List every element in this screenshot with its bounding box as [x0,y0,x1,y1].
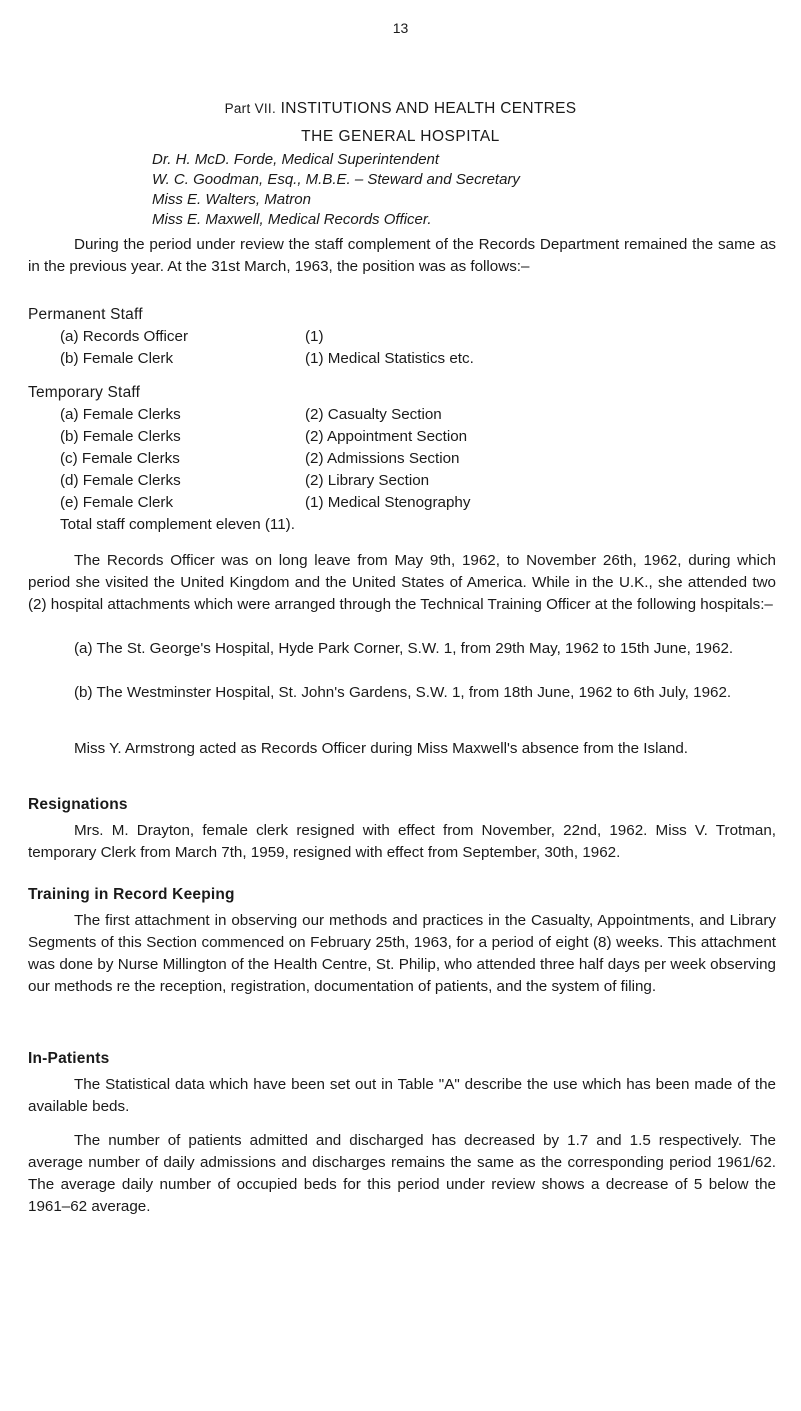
official-matron: Miss E. Walters, Matron [152,191,311,208]
acting-paragraph: Miss Y. Armstrong acted as Records Officer during Miss Maxwell's absence from the Island. [74,740,689,757]
temporary-staff-row-a-left: (a) Female Clerks [60,406,181,423]
permanent-staff-title: Permanent Staff [28,306,143,323]
permanent-staff-row-a-left: (a) Records Officer [60,328,189,345]
part-heading [0,100,801,118]
resignations-paragraph: Mrs. M. Drayton, female clerk resigned with effect from November, 22nd, 1962. Miss V. Trotman, temporary Clerk from March 7th, 1959, resigned with effect from September, 30th, 1962. [28,822,776,861]
part-title: INSTITUTIONS AND HEALTH CENTRES [280,100,577,117]
training-title: Training in Record Keeping [28,886,235,903]
temporary-staff-row-b-right: (2) Appointment Section [305,428,468,445]
official-records-officer: Miss E. Maxwell, Medical Records Officer. [152,211,432,228]
permanent-staff-row-b-right: (1) Medical Statistics etc. [305,350,474,367]
permanent-staff-row-a-right: (1) [305,328,324,345]
temporary-staff-row-b-left: (b) Female Clerks [60,428,181,445]
temporary-staff-row-e-right: (1) Medical Stenography [305,494,471,511]
inpatients-paragraph-1: The Statistical data which have been set out in Table "A" describe the use which has been made of the available beds. [28,1076,776,1115]
temporary-staff-row-c-right: (2) Admissions Section [305,450,460,467]
leave-paragraph: The Records Officer was on long leave from May 9th, 1962, to November 26th, 1962, during which period she visited the United Kingdom and the United States of America. While in the U.K., she attended two (2) hospital attachments which were arranged through the Technical Training Officer at the following hospitals:– [28,552,776,613]
permanent-staff-row-b-left: (b) Female Clerk [60,350,174,367]
training-paragraph: The first attachment in observing our methods and practices in the Casualty, Appointments, and Library Segments of this Section commenced on February 25th, 1963, for a period of eight (8) weeks. This attachment was done by Nurse Millington of the Health Centre, St. Philip, who attended three half days per week observing our methods re the reception, registration, documentation of patients, and the system of filing. [28,912,776,995]
hospital-b-paragraph: (b) The Westminster Hospital, St. John's Gardens, S.W. 1, from 18th June, 1962 to 6th July, 1962. [74,684,732,701]
staff-total: Total staff complement eleven (11). [60,516,295,533]
officials-list [152,150,520,230]
inpatients-title: In-Patients [28,1050,110,1067]
temporary-staff-title: Temporary Staff [28,384,141,401]
page-number: 13 [392,20,409,36]
temporary-staff-row-c-left: (c) Female Clerks [60,450,180,467]
temporary-staff-row-d-left: (d) Female Clerks [60,472,181,489]
section-subtitle: THE GENERAL HOSPITAL [301,128,500,145]
intro-paragraph: During the period under review the staff complement of the Records Department remained the same as in the previous year. At the 31st March, 1963, the position was as follows:– [28,236,776,275]
official-superintendent: Dr. H. McD. Forde, Medical Superintendent [152,151,440,168]
inpatients-paragraph-2: The number of patients admitted and discharged has decreased by 1.7 and 1.5 respectively. The average number of daily admissions and discharges remains the same as the corresponding period 1961/62. The average daily number of occupied beds for this period under review shows a decrease of 5 below the 1961–62 average. [28,1132,776,1215]
official-steward: W. C. Goodman, Esq., M.B.E. – Steward and Secretary [152,171,520,188]
resignations-title: Resignations [28,796,128,813]
temporary-staff-row-a-right: (2) Casualty Section [305,406,442,423]
part-label: Part VII. [224,101,277,116]
temporary-staff-row-e-left: (e) Female Clerk [60,494,174,511]
temporary-staff-row-d-right: (2) Library Section [305,472,430,489]
hospital-a-paragraph: (a) The St. George's Hospital, Hyde Park Corner, S.W. 1, from 29th May, 1962 to 15th June, 1962. [74,640,734,657]
